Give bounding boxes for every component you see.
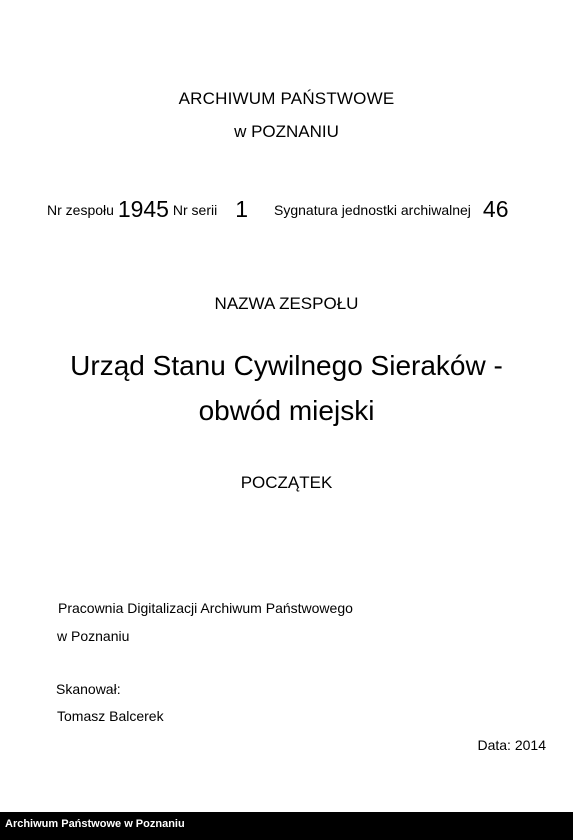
reference-numbers xyxy=(47,196,509,223)
date-label: Data: xyxy=(477,737,511,753)
fonds-name-label: NAZWA ZESPOŁU xyxy=(214,294,359,313)
digitization-lab-name: Pracownia Digitalizacji Archiwum Państwowego xyxy=(58,600,353,616)
fonds-name-line2: obwód miejski xyxy=(198,395,375,426)
signature-value: 46 xyxy=(482,196,509,222)
footer-text: Archiwum Państwowe w Poznaniu xyxy=(5,818,185,830)
scanned-by-label: Skanował: xyxy=(56,681,121,697)
date-value: 2014 xyxy=(514,737,546,753)
footer-bar xyxy=(0,812,573,840)
fonds-name xyxy=(0,343,573,433)
archive-city: w POZNANIU xyxy=(234,122,339,141)
archive-name: ARCHIWUM PAŃSTWOWE xyxy=(178,89,395,108)
fonds-number-value: 1945 xyxy=(117,196,169,222)
scan-date xyxy=(477,737,546,753)
series-number-label: Nr serii xyxy=(172,202,218,218)
scanned-by-name: Tomasz Balcerek xyxy=(57,708,164,724)
fonds-number-label: Nr zespołu xyxy=(47,202,114,218)
section-label: POCZĄTEK xyxy=(240,473,333,492)
digitization-lab-city: w Poznaniu xyxy=(57,628,130,644)
fonds-name-line1: Urząd Stanu Cywilnego Sieraków - xyxy=(70,350,503,381)
series-number-value: 1 xyxy=(235,196,249,222)
signature-label: Sygnatura jednostki archiwalnej xyxy=(274,202,471,218)
